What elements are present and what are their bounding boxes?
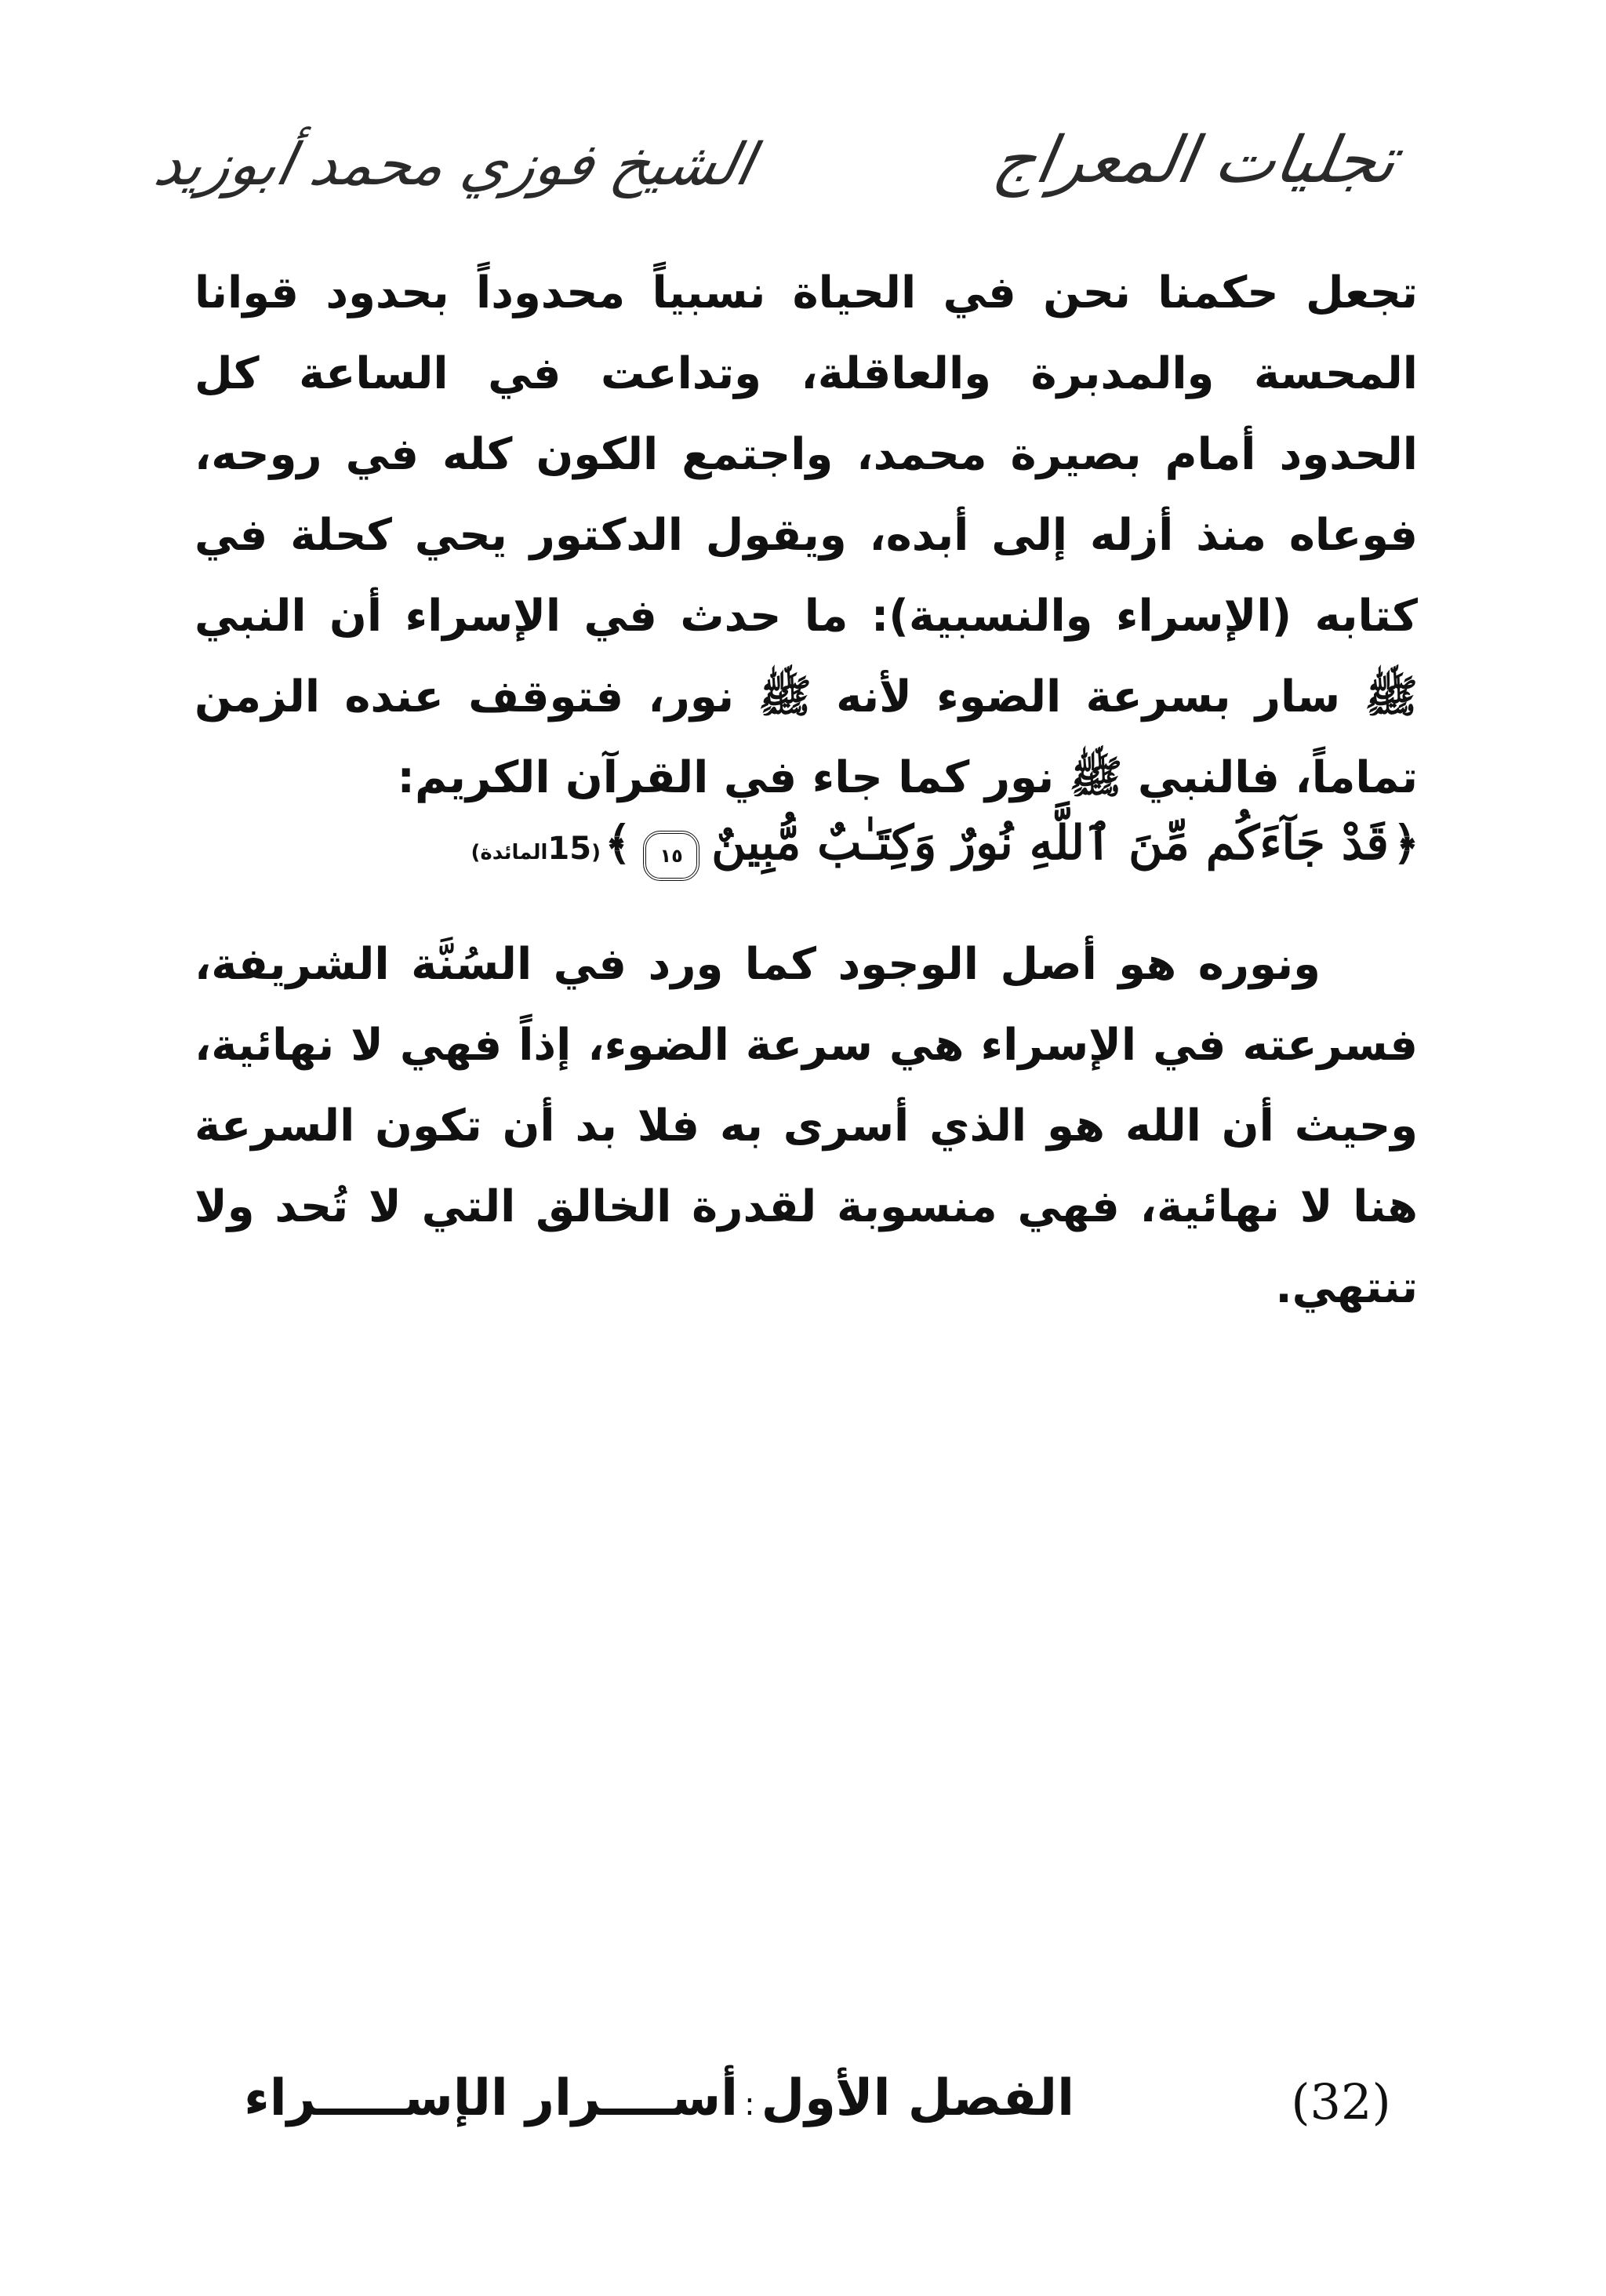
footer-chapter-label: الفصل الأول xyxy=(761,2069,1074,2127)
verse-reference-surah: المائدة xyxy=(480,841,548,864)
quran-verse-line xyxy=(196,816,1419,902)
verse-close-bracket: ﴾ xyxy=(605,817,632,870)
footer-separator: : xyxy=(744,2087,755,2123)
verse-reference: (15المائدة) xyxy=(471,831,601,867)
page-number: (32) xyxy=(1291,2073,1391,2130)
footer-chapter-heading xyxy=(212,2055,1074,2141)
body-paragraph-2: ونوره هو أصل الوجود كما ورد في السُنَّة الشريفة، فسرعته في الإسراء هي سرعة الضوء، إذاً فهي لا نهائية، وحيث أن الله هو الذي أسرى به فلا بد أن تكون السرعة هنا لا نهائية، فهي منسوبة لقدرة الخالق التي لا تُحد ولا تنتهي. xyxy=(194,939,1418,1313)
header-book-title: تجليات المعراج xyxy=(988,123,1403,198)
header-author-name: الشيخ فوزي محمد أبوزيد xyxy=(149,131,761,198)
verse-open-bracket: ﴿ xyxy=(1393,817,1419,870)
ayah-number-marker: ١٥ xyxy=(643,831,699,881)
verse-text: قَدْ جَآءَكُم مِّنَ ٱللَّهِ نُورٌ وَكِتَـٰبٌ مُّبِينٌ xyxy=(711,816,1389,871)
body-paragraph-1: تجعل حكمنا نحن في الحياة نسبياً محدوداً بحدود قوانا المحسة والمدبرة والعاقلة، وتداعت في الساعة كل الحدود أمام بصيرة محمد، واجتمع الكون كله في روحه، فوعاه منذ أزله إلى أبده، ويقول الدكتور يحي كحلة في كتابه (الإسراء والنسبية): ما حدث في الإسراء أن النبي ﷺ سار بسرعة الضوء لأنه ﷺ نور، فتوقف عنده الزمن تماماً، فالنبي ﷺ نور كما جاء في القرآن الكريم: xyxy=(194,267,1418,803)
footer-chapter-title: أســــرار الإســـــراء xyxy=(244,2069,739,2127)
verse-reference-number: 15 xyxy=(547,831,592,867)
